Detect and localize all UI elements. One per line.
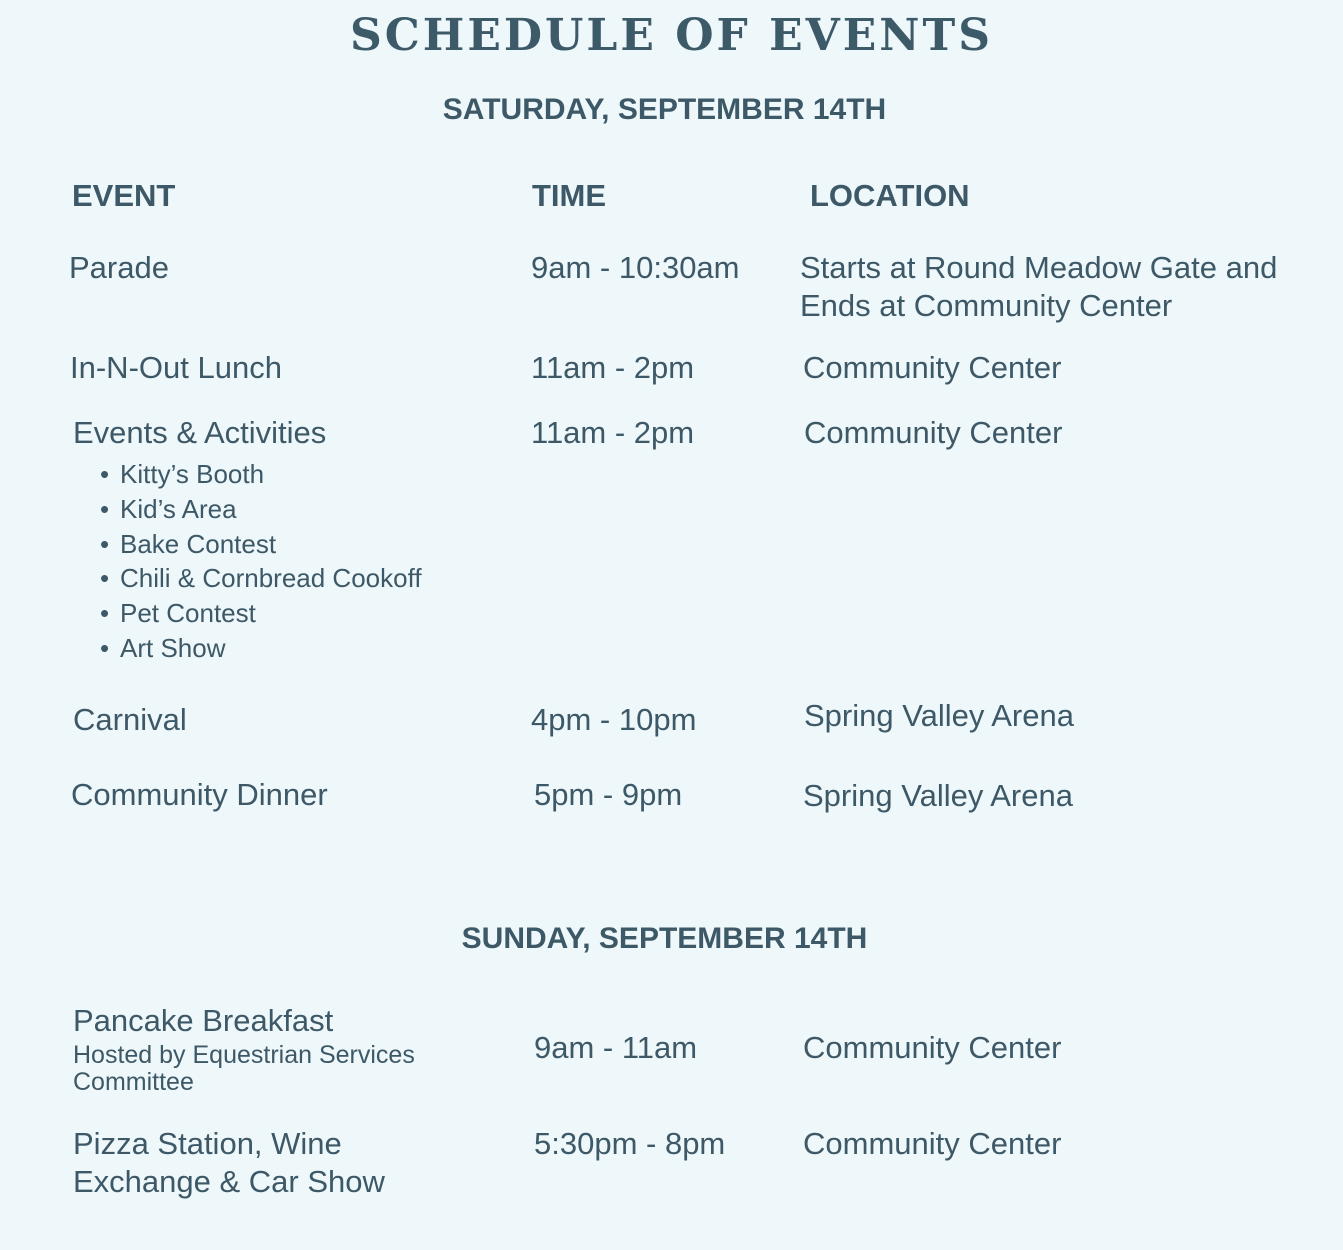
sunday-heading: SUNDAY, SEPTEMBER 14TH	[461, 922, 868, 955]
event-name-dinner: Community Dinner	[71, 777, 328, 812]
event-time-lunch: 11am - 2pm	[531, 350, 695, 385]
column-header-location: LOCATION	[810, 178, 970, 213]
event-location-lunch: Community Center	[803, 350, 1062, 385]
event-name-parade: Parade	[69, 250, 169, 285]
event-time-carnival: 4pm - 10pm	[531, 702, 697, 737]
event-note-pancake-breakfast: Hosted by Equestrian Services Committee	[73, 1041, 415, 1096]
saturday-heading: SATURDAY, SEPTEMBER 14TH	[442, 93, 887, 126]
event-name-pancake-breakfast: Pancake Breakfast	[73, 1003, 334, 1038]
list-item: • Bake Contest	[100, 527, 422, 562]
list-item: • Kitty’s Booth	[100, 457, 422, 492]
column-header-time: TIME	[532, 178, 607, 213]
event-time-dinner: 5pm - 9pm	[534, 777, 683, 812]
event-time-parade: 9am - 10:30am	[531, 250, 740, 285]
page-title: SCHEDULE OF EVENTS	[349, 10, 994, 61]
event-name-pizza-station: Pizza Station, Wine Exchange & Car Show	[73, 1126, 385, 1199]
event-time-pizza-station: 5:30pm - 8pm	[534, 1126, 726, 1161]
event-location-activities: Community Center	[804, 415, 1063, 450]
event-location-carnival: Spring Valley Arena	[804, 698, 1074, 733]
list-item: • Chili & Cornbread Cookoff	[100, 561, 422, 596]
list-item: • Kid’s Area	[100, 492, 422, 527]
event-name-lunch: In-N-Out Lunch	[70, 350, 282, 385]
list-item: • Pet Contest	[100, 596, 422, 631]
event-time-pancake-breakfast: 9am - 11am	[534, 1030, 698, 1065]
event-name-activities: Events & Activities	[73, 415, 327, 450]
column-header-event: EVENT	[72, 178, 176, 213]
event-location-pizza-station: Community Center	[803, 1126, 1062, 1161]
event-name-carnival: Carnival	[73, 702, 187, 737]
event-location-parade: Starts at Round Meadow Gate and Ends at Community Center	[800, 250, 1278, 323]
list-item: • Art Show	[100, 631, 422, 666]
event-time-activities: 11am - 2pm	[531, 415, 695, 450]
activities-list	[100, 457, 422, 666]
event-location-pancake-breakfast: Community Center	[803, 1030, 1062, 1065]
event-location-dinner: Spring Valley Arena	[803, 778, 1073, 813]
